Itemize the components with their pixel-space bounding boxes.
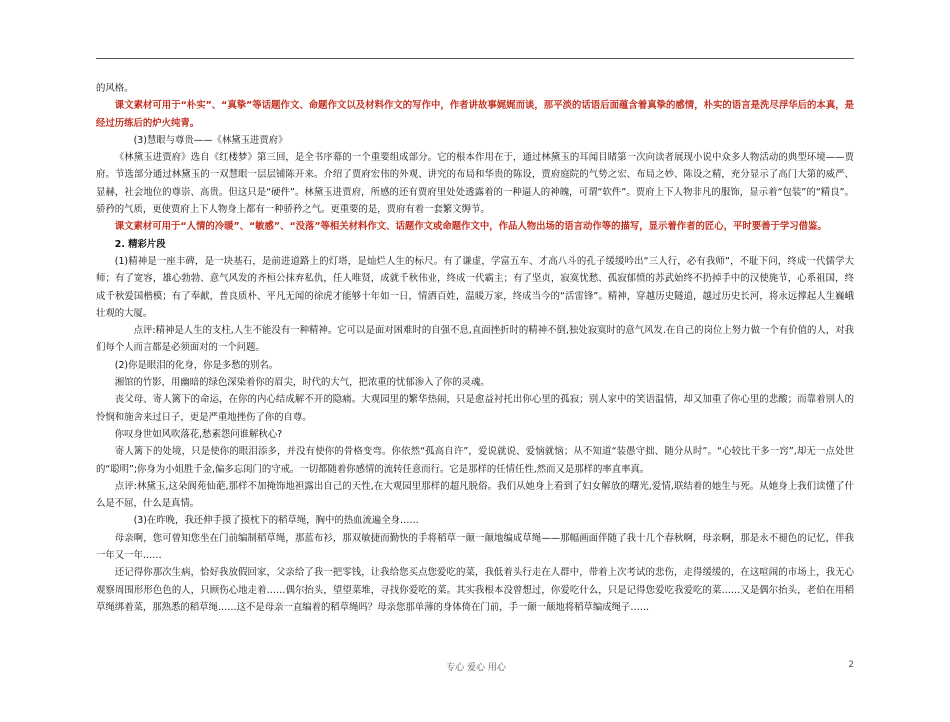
header-rule: [96, 58, 854, 59]
paragraph: (1)精神是一座丰碑，是一块基石，是前进道路上的灯塔，是灿烂人生的标尺。有了谦虚，学富五车、才高八斗的孔子缓缓吟出“三人行，必有我师”，不耻下问，终成一代儒学大师；有了宽容，雄心勃勃、意气风发的齐桓公抹弃私仇，任人唯贤，成就千秋伟业，终成一代霸主；有了坚贞，寂寞忧愁、孤寂郁愤的苏武始终不扔掉手中的汉使旄节，心系祖国，终成千秋爱国楷模；有了奉献，普良质朴、平凡无闻的徐虎才能够十年如一日，情洒百姓，温暖万家，终成当今的“活雷锋”。精神，穿越历史隧道，越过历史长河，将永远撑起人生巍峨壮观的大厦。: [96, 255, 854, 319]
paragraph: 课文素材可用于“人情的冷暖”、“敏感”、“没落”等相关材料作文、话题作文或命题作文中，作品人物出场的语言动作等的描写，显示着作者的匠心，平时要善于学习借鉴。: [114, 221, 827, 233]
page-body: [96, 80, 854, 616]
footer-slogan: 专心 爱心 用心: [446, 663, 506, 673]
paragraph: 2. 精彩片段: [114, 238, 166, 250]
page-number: 2: [848, 660, 854, 670]
paragraph: 母亲啊，您可曾知您坐在门前编制稻草绳，那蓝布衫，那双敏捷而勤快的手将稻草一颠一颠地编成草绳——那幅画面伴随了我十几个春秋啊，母亲啊，那是永不褪色的记忆，伴我一年又一年……: [96, 532, 854, 562]
paragraph: 的风格。: [96, 83, 134, 94]
paragraph: (3)在昨晚，我还伸手摸了摸枕下的稻草绳，胸中的热血流遍全身……: [133, 515, 419, 527]
paragraph: (3)慧眼与尊贵——《林黛玉进贾府》: [133, 134, 288, 146]
paragraph: 丧父母、寄人篱下的命运，在你的内心结成解不开的隐痛。大观园里的繁华热闹，只是愈益衬托出你心里的孤寂；别人家中的笑语温情，却又加重了你心里的悲酸；而靠着别人的怜悯和施舍来过日子，更是严重地挫伤了你的自尊。: [96, 394, 854, 423]
paragraph: 课文素材可用于“朴实”、“真挚”等话题作文、命题作文以及材料作文的写作中，作者讲故事娓娓而谈，那平淡的话语后面蕴含着真挚的感情，朴实的语言是洗尽浮华后的本真，是经过历练后的炉火纯青。: [96, 100, 854, 129]
paragraph: 你叹身世如风吹落花,愁素怨问谁解秋心?: [114, 428, 283, 440]
page-footer: [0, 660, 950, 674]
paragraph: (2)你是眼泪的化身，你是多愁的别名。: [114, 359, 279, 371]
paragraph: 湘馆的竹影，用幽暗的绿色深染着你的眉尖，时代的大气，把浓重的忧郁渗入了你的灵魂。: [114, 377, 490, 389]
paragraph: 《林黛玉进贾府》选自《红楼梦》第三回，是全书序幕的一个重要组成部分。它的根本作用在于，通过林黛玉的耳闻目睹第一次向读者展现小说中众多人物活动的典型环境——贾府。节选部分通过林黛玉的一双慧眼一层层铺陈开来。介绍了贾府宏伟的外观、讲究的布局和华贵的陈设，贾府庭院的气势之宏、布局之妙、陈设之精，充分显示了高门大第的威严、显赫，社会地位的尊崇、高贵。但这只是“硬件”。林黛玉进贾府，所感的还有贾府里处处透露着的一种逼人的神魄，可谓“软件”。贾府上下人物非凡的服饰，显示着“包装”的“精良”。骄矜的气质，更使贾府上下人物身上都有一种骄矜之气。更重要的是，贾府有着一套繁文缛节。: [96, 152, 854, 216]
paragraph: 点评:精神是人生的支柱,人生不能没有一种精神。它可以是面对困难时的自强不息,直面挫折时的精神不倒,独处寂寞时的意气风发.在自己的岗位上努力做一个有价值的人，对我们每个人而言都是必须面对的一个问题。: [96, 325, 854, 354]
paragraph: 还记得你那次生病，恰好我放假回家，父亲给了我一把零钱，让我给您买点您爱吃的菜，我低着头行走在人群中，带着上次考试的悲伤，走得缓缓的，在这喧闹的市场上，我无心观察周围形形色色的人，只顾伤心地走着……偶尔抬头，望望菜堆，寻找你爱吃的菜。其实我根本没曾想过，你爱吃什么，只是记得您爱吃我爱吃的菜……又是偶尔抬头，老伯在用稻草绳绑着菜，那熟悉的稻草绳……这不是母亲一直编着的稻草绳吗？母亲您那单薄的身体倚在门前，手一颠一颠地将稻草编成绳子……: [96, 567, 854, 613]
paragraph: 寄人篱下的处境，只是使你的眼泪添多，并没有使你的骨格变弯。你依然“孤高自许”，爱说就说、爱恼就恼；从不知道“装愚守拙、随分从时”。“心较比干多一窍”,却无一点处世的“聪明”;你身为小姐胜千金,偏多忘闺门的守戒。一切都随着你感情的流转任意而行。它是那样的任情任性,然而又是那样的率直率真。: [96, 446, 854, 475]
paragraph: 点评:林黛玉,这朵阆苑仙葩,那样不加掩饰地袒露出自己的天性,在大观园里那样的超凡脱俗。我们从她身上看到了妇女解放的曙光,爱情,联结着的她生与死。从她身上我们读懂了什么是不屈，什么是真情。: [96, 480, 854, 510]
